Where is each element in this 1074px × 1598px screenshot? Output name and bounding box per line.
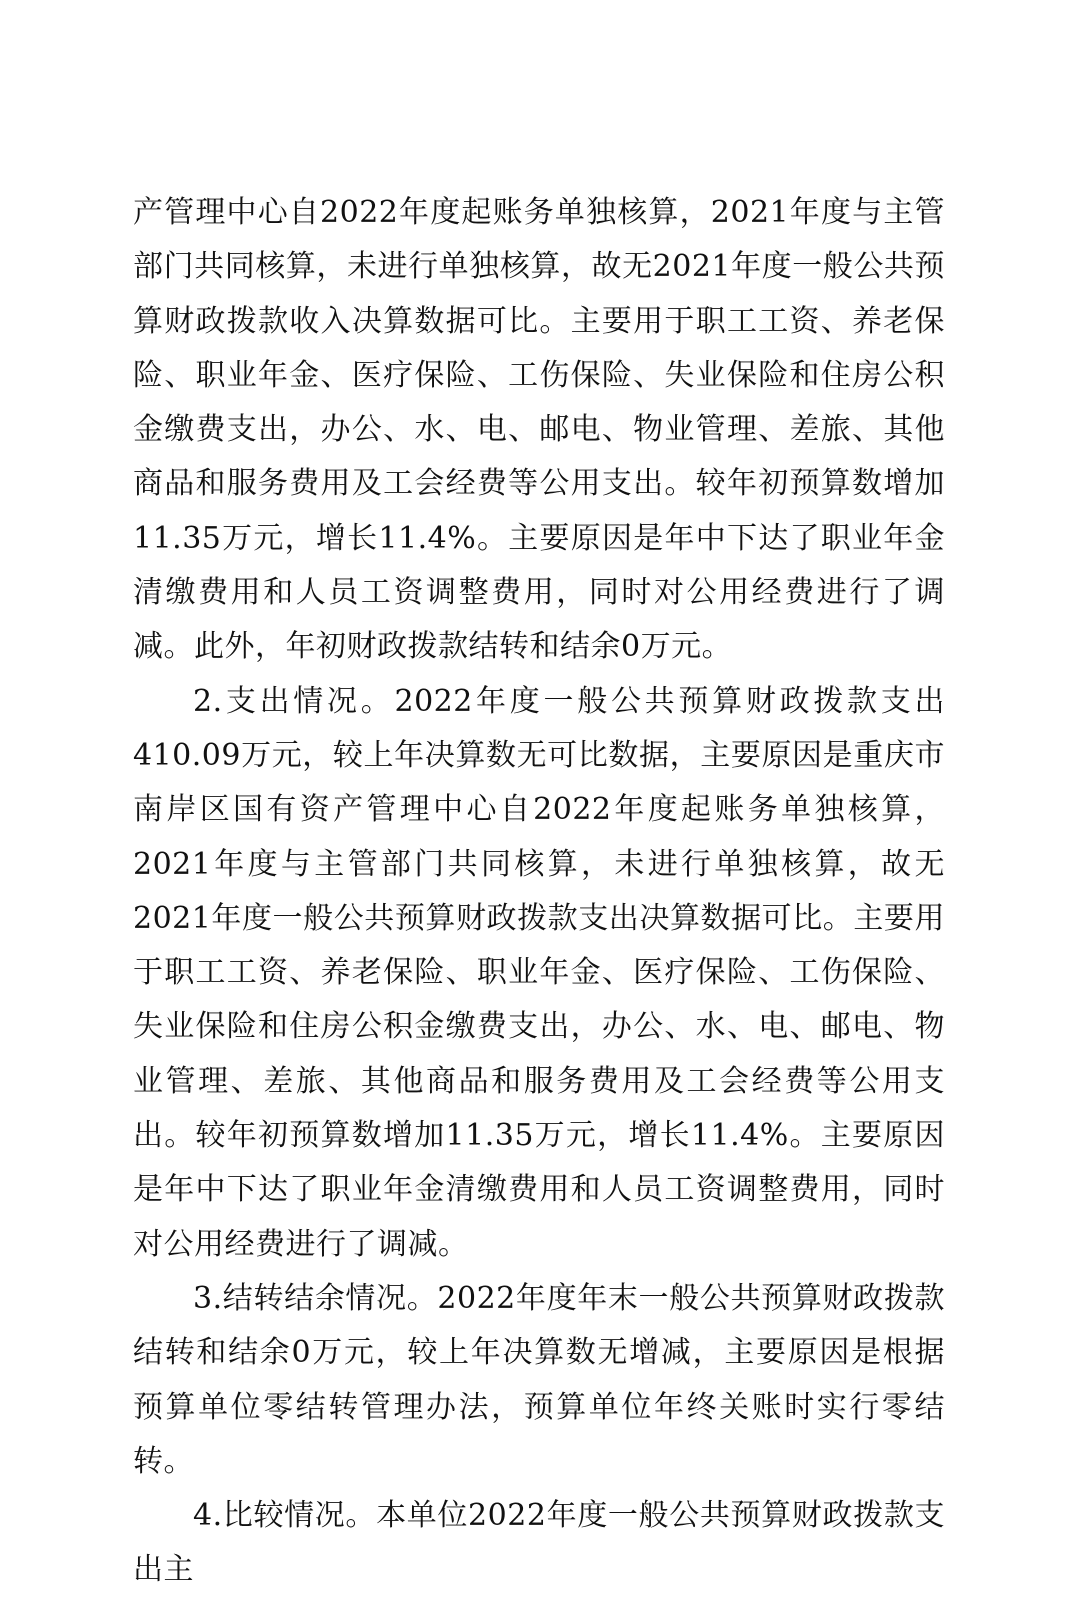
paragraph-expenditure: 2.支出情况。2022年度一般公共预算财政拨款支出410.09万元，较上年决算数无可比数据，主要原因是重庆市南岸区国有资产管理中心自2022年度起账务单独核算，2021年度与主管部门共同核算，未进行单独核算，故无2021年度一般公共预算财政拨款支出决算数据可比。主要用于职工工资、养老保险、职业年金、医疗保险、工伤保险、失业保险和住房公积金缴费支出，办公、水、电、邮电、物业管理、差旅、其他商品和服务费用及工会经费等公用支出。较年初预算数增加11.35万元，增长11.4%。主要原因是年中下达了职业年金清缴费用和人员工资调整费用，同时对公用经费进行了调减。: [133, 683, 945, 1262]
paragraph-carryover-balance: 3.结转结余情况。2022年度年末一般公共预算财政拨款结转和结余0万元，较上年决算数无增减，主要原因是根据预算单位零结转管理办法，预算单位年终关账时实行零结转。: [133, 1280, 945, 1479]
paragraph-comparison: 4.比较情况。本单位2022年度一般公共预算财政拨款支出主: [133, 1498, 945, 1588]
document-body: [133, 186, 945, 1598]
paragraph-income-continued: 产管理中心自2022年度起账务单独核算，2021年度与主管部门共同核算，未进行单独核算，故无2021年度一般公共预算财政拨款收入决算数据可比。主要用于职工工资、养老保险、职业年金、医疗保险、工伤保险、失业保险和住房公积金缴费支出，办公、水、电、邮电、物业管理、差旅、其他商品和服务费用及工会经费等公用支出。较年初预算数增加11.35万元，增长11.4%。主要原因是年中下达了职业年金清缴费用和人员工资调整费用，同时对公用经费进行了调减。此外，年初财政拨款结转和结余0万元。: [133, 195, 945, 665]
